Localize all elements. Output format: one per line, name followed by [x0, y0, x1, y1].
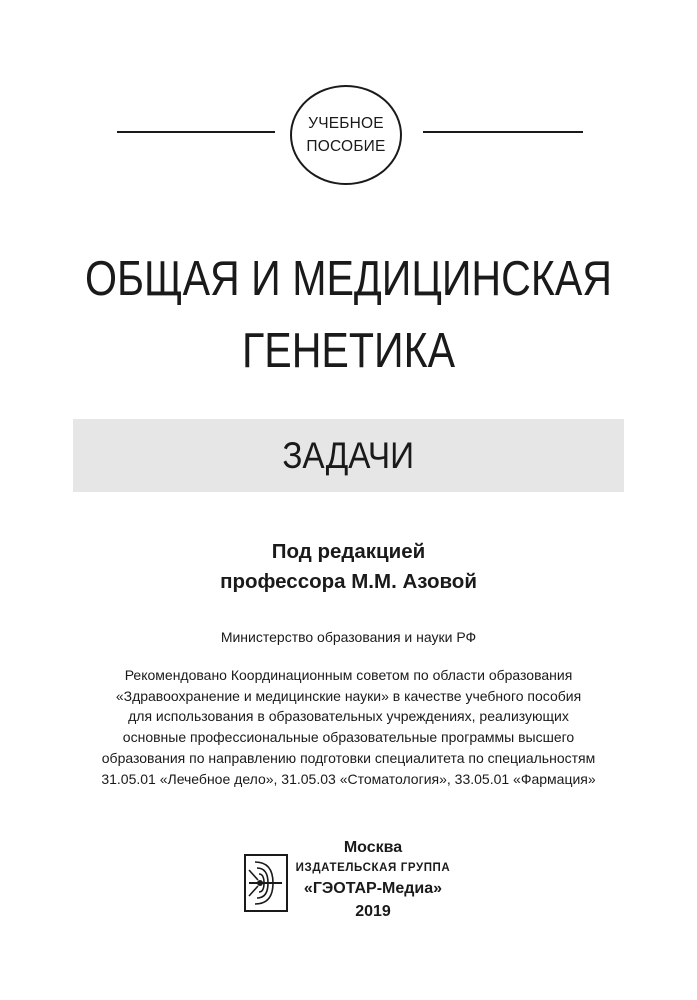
recommendation-line: основные профессиональные образовательные программы высшего	[122, 729, 575, 746]
subtitle: ЗАДАЧИ	[282, 434, 415, 476]
publication-year: 2019	[355, 903, 391, 920]
editor-credit	[0, 537, 697, 597]
geotar-logo-icon	[244, 854, 288, 912]
recommendation-line: 31.05.01 «Лечебное дело», 31.05.03 «Стоматология», 33.05.01 «Фармация»	[101, 770, 596, 787]
recommendation-line: Рекомендовано Координационным советом по области образования	[124, 667, 573, 683]
book-title-line-1: ОБЩАЯ И МЕДИЦИНСКАЯ	[84, 252, 613, 306]
recommendation-text	[0, 665, 697, 789]
publisher-name: «ГЭОТАР-Медиа»	[303, 880, 443, 897]
ministry-line: Министерство образования и науки РФ	[220, 629, 477, 645]
book-title	[56, 243, 641, 387]
textbook-badge	[290, 85, 402, 185]
recommendation-line: «Здравоохранение и медицинские науки» в качестве учебного пособия	[115, 687, 582, 704]
publisher-group: ИЗДАТЕЛЬСКАЯ ГРУППА	[295, 862, 451, 874]
decorative-rule-left	[117, 131, 275, 133]
badge-line-1: УЧЕБНОЕ	[308, 115, 384, 132]
badge-line-2: ПОСОБИЕ	[306, 138, 386, 155]
recommendation-line: для использования в образовательных учреждениях, реализующих	[128, 708, 569, 725]
editor-line-1: Под редакцией	[271, 540, 426, 563]
book-title-line-2: ГЕНЕТИКА	[241, 324, 456, 378]
editor-line-2: профессора М.М. Азовой	[220, 570, 477, 593]
decorative-rule-right	[423, 131, 583, 133]
publisher-city: Москва	[343, 839, 403, 856]
recommendation-line: образования по направлению подготовки специалитета по специальностям	[101, 749, 596, 766]
subtitle-band	[73, 419, 624, 492]
publisher-block	[288, 838, 458, 924]
geotar-logo-svg	[246, 856, 286, 910]
